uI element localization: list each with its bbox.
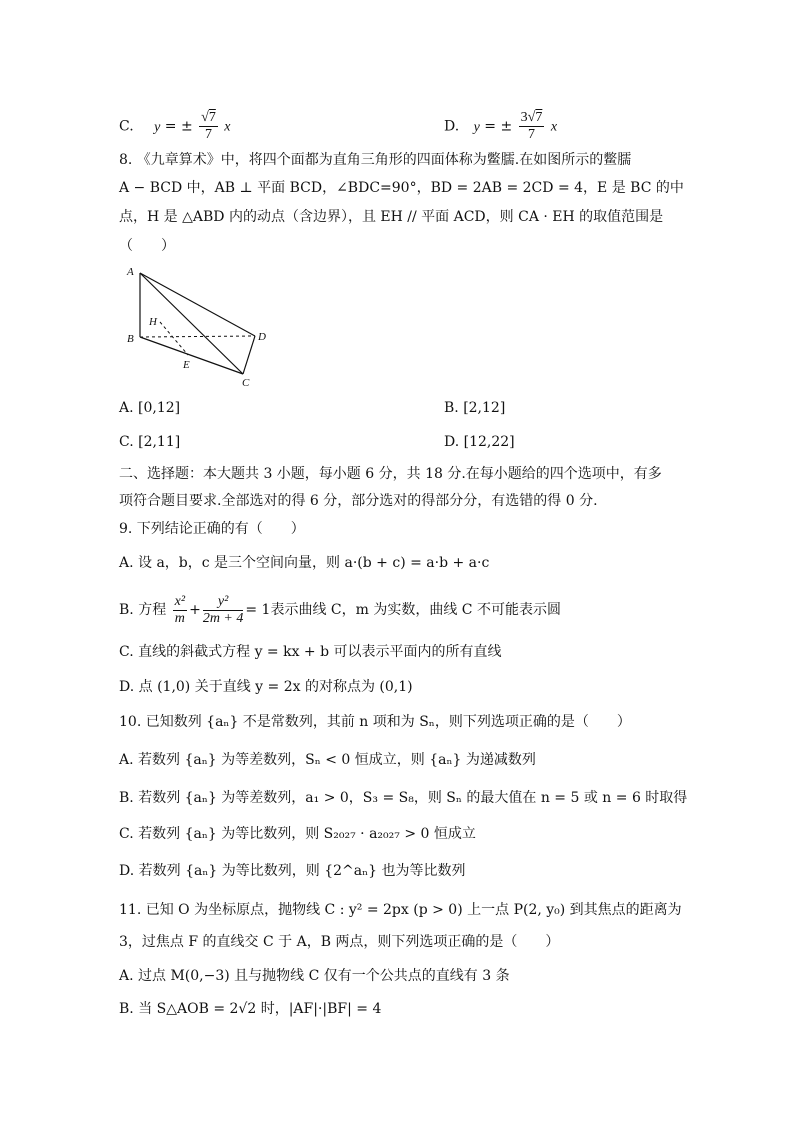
section-2-line-1: 二、选择题：本大题共 3 小题，每小题 6 分，共 18 分.在每小题给的四个选项中，有多 bbox=[119, 466, 662, 482]
q7-option-d-label: D. bbox=[444, 118, 460, 135]
frac1-num: x² bbox=[174, 593, 186, 609]
label-d: D bbox=[258, 331, 266, 343]
q8-line-4: （ ） bbox=[119, 238, 175, 254]
q9-option-d: D. 点 (1,0) 关于直线 y = 2x 的对称点为 (0,1) bbox=[119, 679, 413, 695]
q11-line-2: 3，过焦点 F 的直线交 C 于 A，B 两点，则下列选项正确的是（ ） bbox=[119, 934, 560, 950]
q9-option-c: C. 直线的斜截式方程 y = kx + b 可以表示平面内的所有直线 bbox=[119, 644, 502, 660]
q8-option-a: A. [0,12] bbox=[119, 400, 181, 416]
q11-option-b: B. 当 S△AOB = 2√2 时，|AF|·|BF| = 4 bbox=[119, 1001, 382, 1017]
q8-line-3: 点，H 是 △ABD 内的动点（含边界），且 EH // 平面 ACD，则 CA · EH 的取值范围是 bbox=[119, 209, 664, 225]
q9-option-b-prefix: B. 方程 bbox=[119, 602, 167, 618]
q9-option-a: A. 设 a，b，c 是三个空间向量，则 a·(b + c) = a·b + a·c bbox=[119, 555, 490, 571]
q10-option-c: C. 若数列 {aₙ} 为等比数列，则 S₂₀₂₇ · a₂₀₂₇ > 0 恒成立 bbox=[119, 826, 476, 842]
q10-stem: 10. 已知数列 {aₙ} 不是常数列，其前 n 项和为 Sₙ，则下列选项正确的是（ ） bbox=[119, 714, 631, 730]
label-b: B bbox=[127, 333, 134, 345]
q10-option-b: B. 若数列 {aₙ} 为等差数列，a₁ > 0，S₃ = S₈，则 Sₙ 的最大值在 n = 5 或 n = 6 时取得 bbox=[119, 790, 688, 806]
q9-stem: 9. 下列结论正确的有（ ） bbox=[119, 521, 305, 537]
tetrahedron-figure bbox=[122, 262, 277, 387]
label-c: C bbox=[242, 377, 250, 387]
q9-option-b-suffix: = 1表示曲线 C，m 为实数，曲线 C 不可能表示圆 bbox=[245, 602, 561, 618]
q9-option-b bbox=[119, 590, 561, 630]
q10-option-a: A. 若数列 {aₙ} 为等差数列，Sₙ < 0 恒成立，则 {aₙ} 为递减数列 bbox=[119, 752, 536, 768]
q8-line-1: 8. 《九章算术》中，将四个面都为直角三角形的四面体称为鳖臑.在如图所示的鳖臑 bbox=[119, 152, 632, 168]
q8-option-b: B. [2,12] bbox=[444, 400, 506, 416]
section-2-line-2: 项符合题目要求.全部选对的得 6 分，部分选对的得部分分，有选错的得 0 分. bbox=[119, 493, 598, 509]
label-h: H bbox=[149, 316, 157, 328]
q8-line-2: A − BCD 中，AB ⊥ 平面 BCD，∠BDC=90°，BD = 2AB = 2CD = 4，E 是 BC 的中 bbox=[119, 180, 684, 196]
q10-option-d: D. 若数列 {aₙ} 为等比数列，则 {2^aₙ} 也为等比数列 bbox=[119, 863, 466, 879]
plus-sign: + bbox=[189, 602, 201, 618]
q11-option-a: A. 过点 M(0,−3) 且与抛物线 C 仅有一个公共点的直线有 3 条 bbox=[119, 968, 510, 984]
frac2-num: y² bbox=[203, 594, 244, 611]
q7-option-d: D. y = ± $\frac{3√7}{7}$ x bbox=[444, 110, 558, 142]
q8-option-d: D. [12,22] bbox=[444, 434, 515, 450]
q7-option-c-label: C. bbox=[119, 118, 134, 135]
q7-option-c: C. y = ± $\frac{√7}{7}$ x bbox=[119, 110, 231, 142]
q11-line-1: 11. 已知 O 为坐标原点，抛物线 C : y² = 2px (p > 0) 上一点 P(2, y₀) 到其焦点的距离为 bbox=[119, 902, 682, 918]
label-a: A bbox=[127, 266, 134, 278]
frac2-den: 2m + 4 bbox=[202, 610, 244, 626]
q8-option-c: C. [2,11] bbox=[119, 434, 181, 450]
label-e: E bbox=[183, 359, 190, 371]
frac1-den: m bbox=[174, 610, 185, 626]
